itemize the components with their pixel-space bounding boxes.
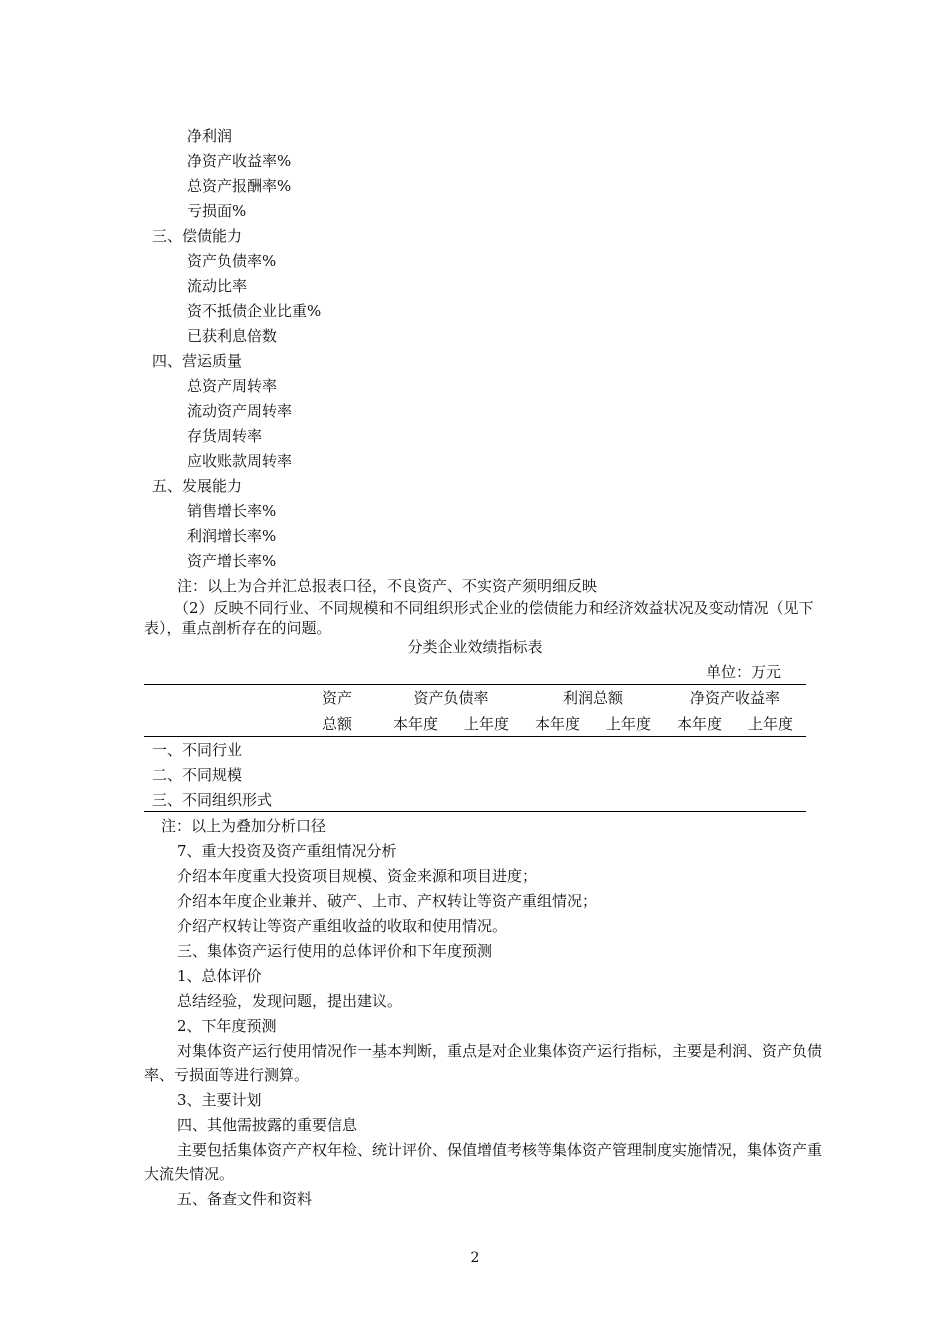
table-top-rule xyxy=(144,684,806,685)
section-heading-operation: 四、营运质量 xyxy=(152,352,243,370)
note-overlay: 注：以上为叠加分析口径 xyxy=(161,817,327,835)
list-item: 净资产收益率% xyxy=(187,152,292,170)
col-header-roe: 净资产收益率 xyxy=(689,689,780,707)
heading-part-3: 三、集体资产运行使用的总体评价和下年度预测 xyxy=(177,942,493,960)
list-item: 销售增长率% xyxy=(187,502,277,520)
col-header-assets: 资产 xyxy=(321,689,352,707)
col-subheader: 总额 xyxy=(321,715,352,733)
list-item: 亏损面% xyxy=(187,202,247,220)
table-row: 一、不同行业 xyxy=(152,741,243,759)
paragraph-line: 总结经验，发现问题，提出建议。 xyxy=(177,992,403,1010)
table-bottom-rule xyxy=(144,811,806,812)
heading-forecast: 2、下年度预测 xyxy=(177,1017,277,1035)
col-subheader: 本年度 xyxy=(534,715,580,733)
list-item: 资产负债率% xyxy=(187,252,277,270)
paragraph-line: 介绍产权转让等资产重组收益的收取和使用情况。 xyxy=(177,917,508,935)
paragraph-forecast: 对集体资产运行使用情况作一基本判断，重点是对企业集体资产运行指标，主要是利润、资产负债率、亏损面等进行测算。 xyxy=(144,1042,823,1084)
table-unit: 单位：万元 xyxy=(706,663,782,681)
table-title: 分类企业效绩指标表 xyxy=(407,638,543,656)
list-item: 利润增长率% xyxy=(187,527,277,545)
heading-part-5: 五、备查文件和资料 xyxy=(177,1190,313,1208)
paragraph-line: 介绍本年度企业兼并、破产、上市、产权转让等资产重组情况； xyxy=(177,892,598,910)
col-header-total-profit: 利润总额 xyxy=(562,689,623,707)
heading-section-7: 7、重大投资及资产重组情况分析 xyxy=(177,842,397,860)
paragraph-classification: （2）反映不同行业、不同规模和不同组织形式企业的偿债能力和经济效益状况及变动情况（见下表），重点剖析存在的问题。 xyxy=(144,599,814,637)
col-header-debt-ratio: 资产负债率 xyxy=(413,689,489,707)
list-item: 净利润 xyxy=(187,127,233,145)
list-item: 流动资产周转率 xyxy=(187,402,293,420)
paragraph-line: 介绍本年度重大投资项目规模、资金来源和项目进度； xyxy=(177,867,538,885)
page-number: 2 xyxy=(470,1250,480,1266)
section-heading-solvency: 三、偿债能力 xyxy=(152,227,243,245)
list-item: 资不抵债企业比重% xyxy=(187,302,322,320)
col-subheader: 上年度 xyxy=(605,715,651,733)
col-subheader: 上年度 xyxy=(747,715,793,733)
list-item: 流动比率 xyxy=(187,277,248,295)
table-header-rule xyxy=(144,736,806,737)
heading-plan: 3、主要计划 xyxy=(177,1091,262,1109)
list-item: 已获利息倍数 xyxy=(187,327,278,345)
list-item: 总资产报酬率% xyxy=(187,177,292,195)
paragraph-disclosure: 主要包括集体资产产权年检、统计评价、保值增值考核等集体资产管理制度实施情况，集体资产重大流失情况。 xyxy=(144,1141,823,1183)
list-item: 应收账款周转率 xyxy=(187,452,293,470)
list-item: 资产增长率% xyxy=(187,552,277,570)
heading-evaluation: 1、总体评价 xyxy=(177,967,262,985)
table-row: 三、不同组织形式 xyxy=(152,791,273,809)
heading-part-4: 四、其他需披露的重要信息 xyxy=(177,1116,358,1134)
table-row: 二、不同规模 xyxy=(152,766,243,784)
col-subheader: 本年度 xyxy=(392,715,438,733)
col-subheader: 本年度 xyxy=(676,715,722,733)
col-subheader: 上年度 xyxy=(463,715,509,733)
list-item: 总资产周转率 xyxy=(187,377,278,395)
section-heading-growth: 五、发展能力 xyxy=(152,477,243,495)
list-item: 存货周转率 xyxy=(187,427,263,445)
note-consolidated: 注：以上为合并汇总报表口径，不良资产、不实资产须明细反映 xyxy=(177,577,598,595)
